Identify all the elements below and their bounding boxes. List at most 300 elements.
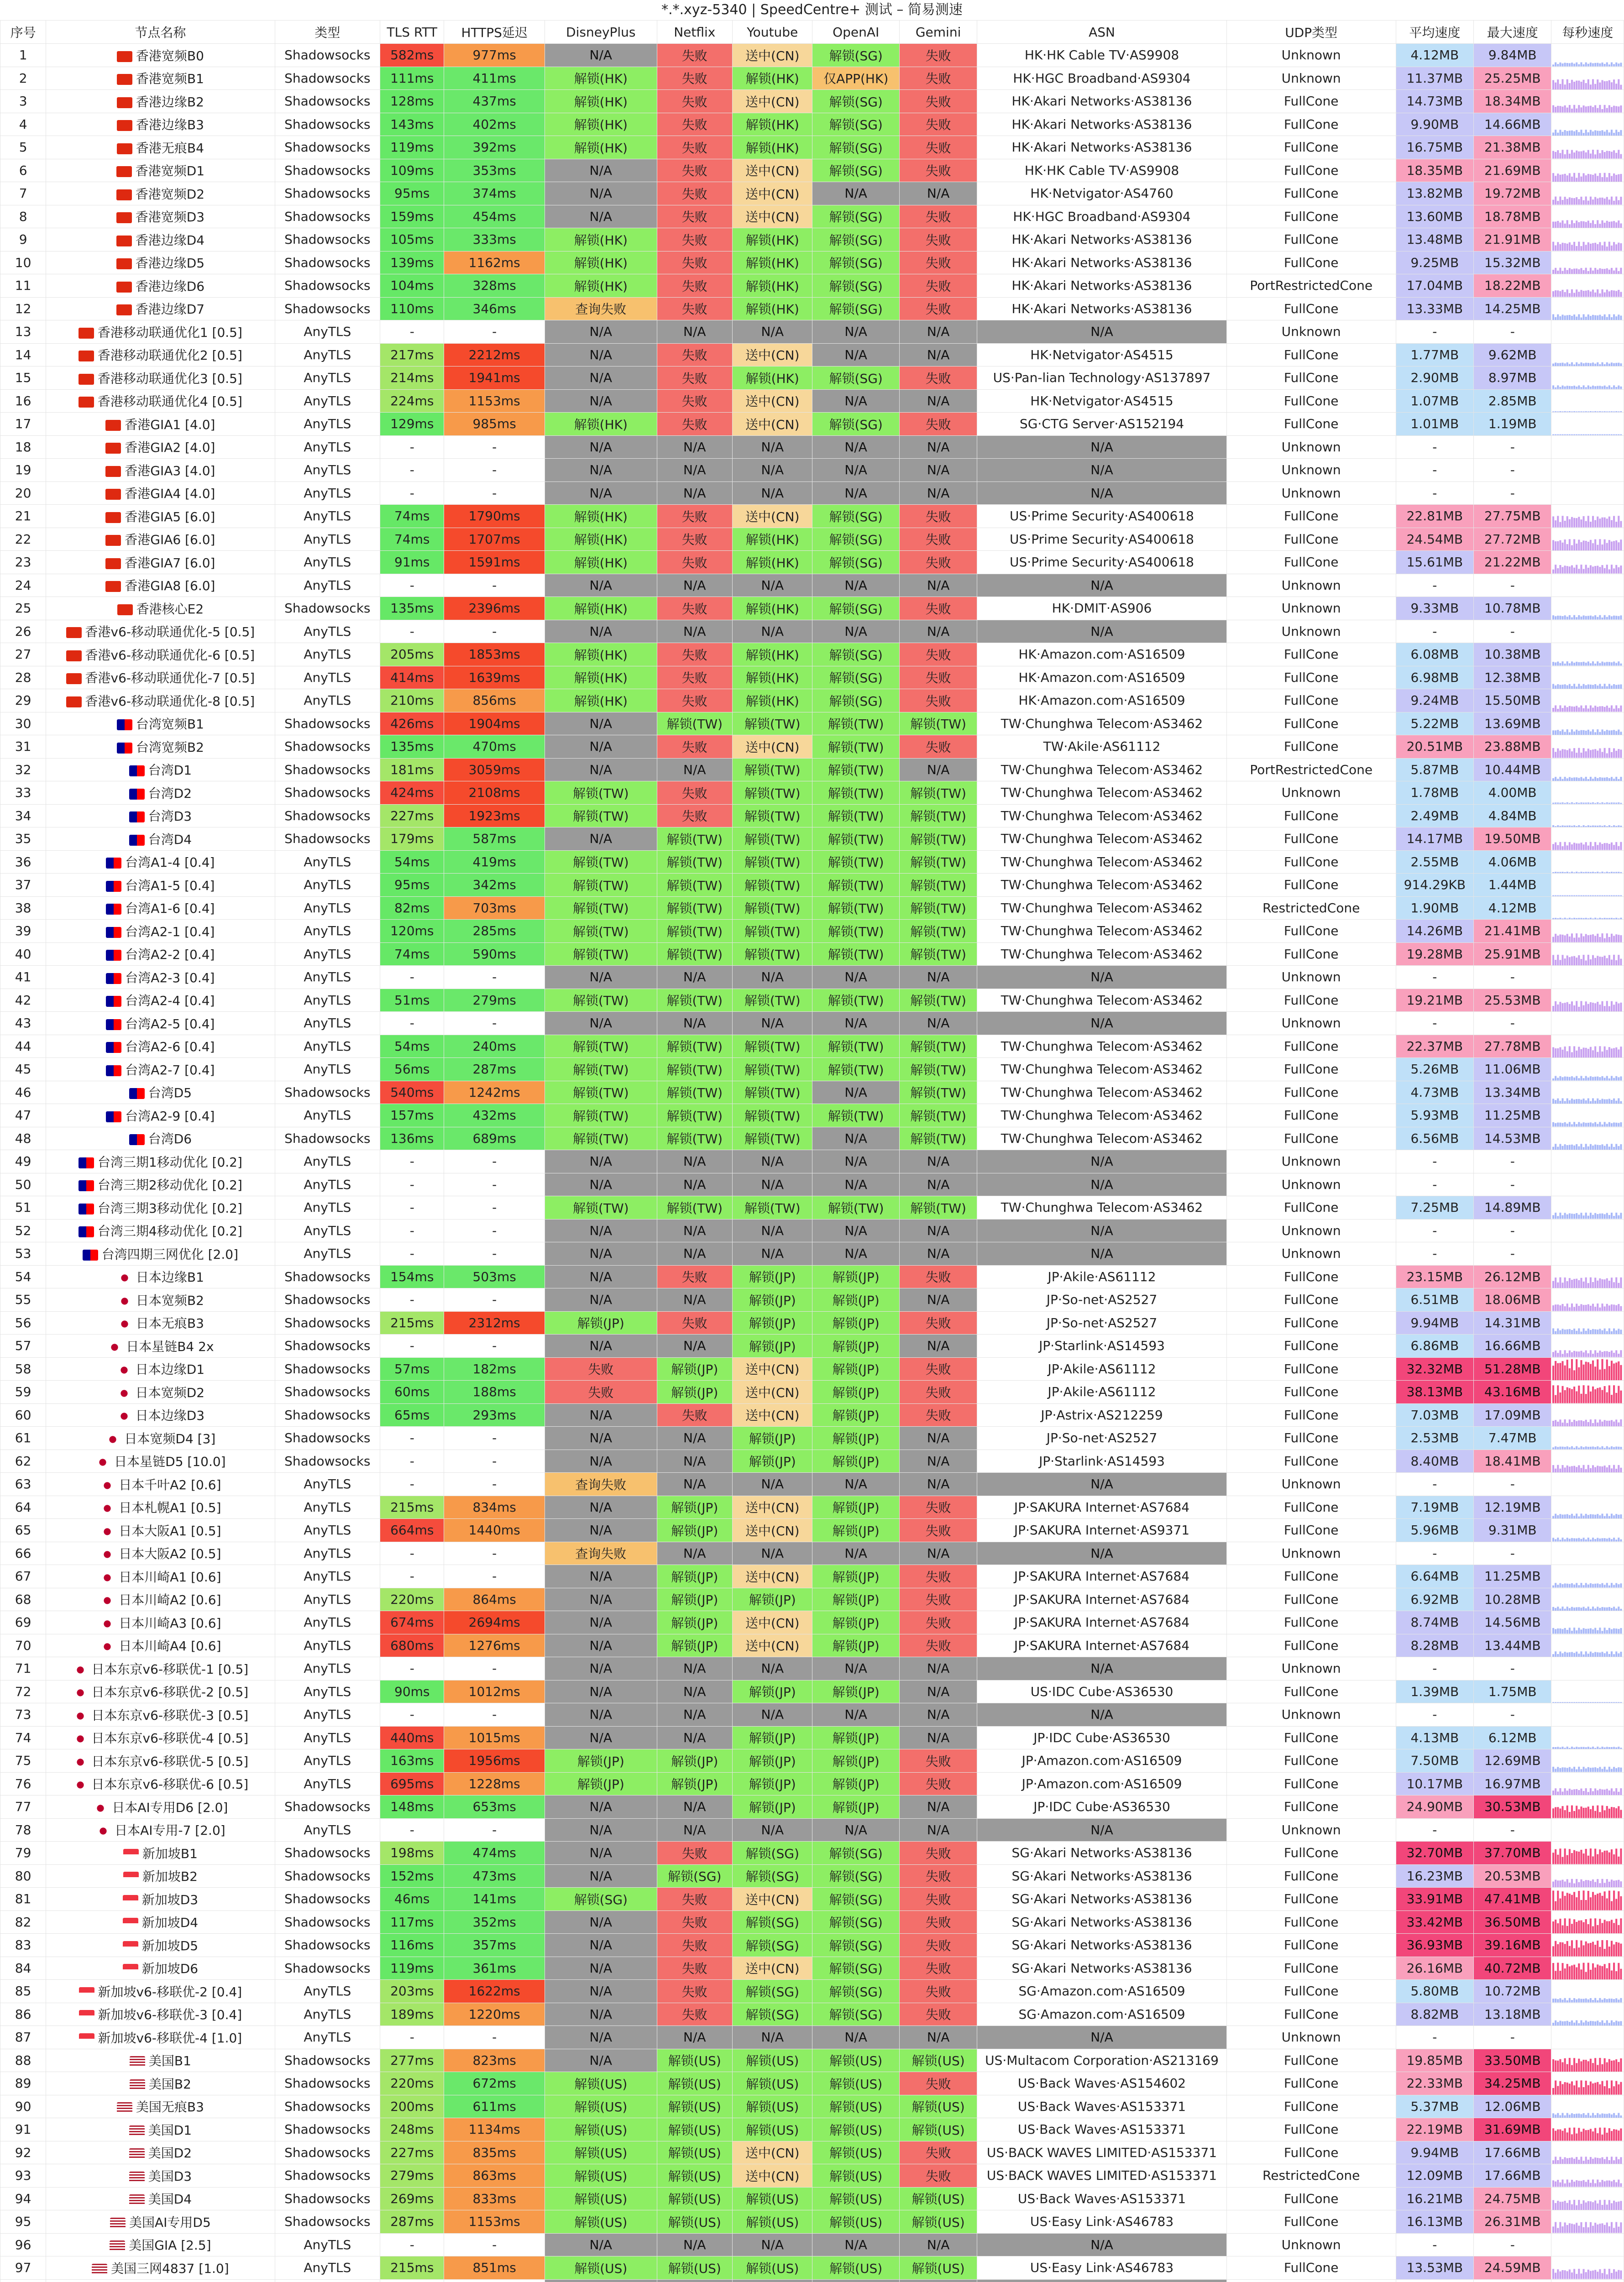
sparkline-bar	[1569, 1608, 1571, 1611]
sparkline-bar	[1557, 1628, 1559, 1633]
sparkline-bar	[1552, 1767, 1554, 1772]
per-second-sparkline	[1551, 2049, 1624, 2072]
avg-speed-cell: 9.94MB	[1396, 1311, 1473, 1335]
sparkline-bar	[1602, 1652, 1603, 1657]
sparkline-bar	[1569, 154, 1571, 159]
table-row[interactable]	[0, 90, 1624, 113]
table-row[interactable]	[0, 528, 1624, 551]
youtube-cell: 解锁(US)	[733, 2072, 812, 2095]
table-row[interactable]	[0, 1104, 1624, 1127]
table-row[interactable]	[0, 2279, 1624, 2282]
per-second-sparkline	[1551, 1403, 1624, 1427]
sparkline-bar	[1581, 1076, 1582, 1080]
sparkline-bar	[1557, 1282, 1559, 1288]
https-latency-cell: 851ms	[444, 2256, 545, 2280]
per-second-sparkline	[1551, 1496, 1624, 1519]
tls-rtt-cell: 215ms	[380, 1311, 444, 1335]
disneyplus-cell: N/A	[545, 1657, 657, 1680]
table-row[interactable]	[0, 689, 1624, 712]
table-row[interactable]	[0, 1196, 1624, 1220]
sparkline-bar	[1552, 803, 1554, 804]
sparkline-bar	[1602, 1303, 1603, 1311]
table-row[interactable]	[0, 1519, 1624, 1542]
sparkline-bar	[1595, 1849, 1597, 1864]
node-type-cell: Shadowsocks	[275, 67, 380, 90]
table-row[interactable]	[0, 1081, 1624, 1104]
table-row[interactable]	[0, 620, 1624, 643]
tls-rtt-cell: 104ms	[380, 274, 444, 298]
column-header[interactable]: OpenAI	[812, 21, 899, 44]
table-row[interactable]	[0, 1427, 1624, 1450]
column-header[interactable]: 节点名称	[46, 21, 275, 44]
sparkline-bar	[1587, 1538, 1589, 1541]
sparkline-bar	[1592, 516, 1594, 527]
table-row[interactable]	[0, 1542, 1624, 1565]
node-type-cell: Shadowsocks	[275, 1842, 380, 1865]
https-latency-cell: 1622ms	[444, 1980, 545, 2003]
sparkline-bar	[1616, 565, 1618, 574]
table-row[interactable]	[0, 1795, 1624, 1819]
sparkline-bar	[1566, 1941, 1568, 1957]
sparkline-bar	[1571, 1303, 1573, 1311]
table-row[interactable]	[0, 2003, 1624, 2026]
sparkline-bar	[1604, 1998, 1606, 2002]
table-row[interactable]	[0, 1565, 1624, 1588]
column-header[interactable]: 类型	[275, 21, 380, 44]
sparkline-bar	[1616, 63, 1618, 67]
sparkline-bar	[1585, 1419, 1587, 1426]
table-row[interactable]	[0, 1634, 1624, 1657]
column-header[interactable]: HTTPS延迟	[444, 21, 545, 44]
sparkline-bar	[1571, 289, 1573, 297]
sparkline-bar	[1608, 2181, 1610, 2187]
gemini-cell: 失败	[899, 1864, 977, 1888]
sparkline-bar	[1608, 730, 1610, 735]
asn-cell: JP·So-net·AS2527	[977, 1288, 1226, 1312]
table-row[interactable]	[0, 2187, 1624, 2210]
openai-cell: N/A	[812, 482, 899, 505]
table-row[interactable]	[0, 1012, 1624, 1035]
sparkline-bar	[1608, 1881, 1610, 1887]
table-row[interactable]	[0, 113, 1624, 136]
table-row[interactable]	[0, 643, 1624, 666]
column-header[interactable]: DisneyPlus	[545, 21, 657, 44]
column-header[interactable]: Gemini	[899, 21, 977, 44]
sparkline-bar	[1614, 1854, 1615, 1864]
avg-speed-cell: 33.42MB	[1396, 1910, 1473, 1934]
table-row[interactable]	[0, 597, 1624, 620]
table-row[interactable]	[0, 366, 1624, 390]
sparkline-bar	[1616, 197, 1618, 205]
sparkline-bar	[1560, 434, 1561, 435]
table-row[interactable]	[0, 1588, 1624, 1611]
node-name-text: 台湾D5	[148, 1085, 192, 1101]
row-index-cell: 58	[0, 1357, 46, 1381]
sparkline-bar	[1564, 1918, 1566, 1933]
table-row[interactable]	[0, 1265, 1624, 1288]
sparkline-bar	[1616, 663, 1618, 665]
row-index-cell: 63	[0, 1473, 46, 1496]
sparkline-bar	[1587, 201, 1589, 205]
table-row[interactable]	[0, 1473, 1624, 1496]
node-type-cell: AnyTLS	[275, 1519, 380, 1542]
sparkline-bar	[1620, 315, 1622, 320]
sparkline-bar	[1566, 2020, 1568, 2026]
table-row[interactable]	[0, 896, 1624, 920]
avg-speed-cell: -	[1396, 1703, 1473, 1727]
table-row[interactable]	[0, 1219, 1624, 1242]
table-row[interactable]	[0, 2164, 1624, 2188]
table-row[interactable]	[0, 1910, 1624, 1934]
node-type-cell: AnyTLS	[275, 1196, 380, 1220]
sparkline-bar	[1618, 174, 1620, 182]
column-header[interactable]: Netflix	[657, 21, 732, 44]
sparkline-bar	[1608, 872, 1610, 873]
column-header[interactable]: TLS RTT	[380, 21, 444, 44]
table-row[interactable]	[0, 320, 1624, 344]
table-row[interactable]	[0, 459, 1624, 482]
table-row[interactable]	[0, 251, 1624, 274]
sparkline-bar	[1620, 387, 1622, 389]
table-row[interactable]	[0, 1381, 1624, 1404]
per-second-sparkline	[1551, 758, 1624, 781]
youtube-cell: 解锁(HK)	[733, 251, 812, 274]
sparkline-bar	[1583, 708, 1585, 712]
disneyplus-cell: N/A	[545, 1864, 657, 1888]
sparkline-bar	[1560, 705, 1561, 712]
sparkline-bar	[1564, 2021, 1566, 2026]
sparkline-bar	[1574, 2085, 1576, 2094]
table-row[interactable]	[0, 1818, 1624, 1842]
sparkline-bar	[1604, 615, 1606, 620]
table-row[interactable]	[0, 1173, 1624, 1196]
table-row[interactable]	[0, 735, 1624, 759]
sparkline-bar	[1590, 130, 1592, 136]
per-second-sparkline	[1551, 1242, 1624, 1266]
table-row[interactable]	[0, 1242, 1624, 1266]
sparkline-bar	[1590, 2115, 1592, 2118]
sparkline-bar	[1592, 2226, 1594, 2233]
sparkline-bar	[1597, 751, 1599, 758]
disneyplus-cell: 解锁(TW)	[545, 920, 657, 943]
table-row[interactable]	[0, 1680, 1624, 1703]
udp-type-cell: FullCone	[1226, 1588, 1396, 1611]
sparkline-bar	[1552, 2200, 1554, 2210]
table-row[interactable]	[0, 44, 1624, 67]
table-row[interactable]	[0, 574, 1624, 597]
avg-speed-cell: 6.64MB	[1396, 1565, 1473, 1588]
openai-cell: 解锁(US)	[812, 2095, 899, 2118]
table-row[interactable]	[0, 874, 1624, 897]
table-row[interactable]	[0, 136, 1624, 159]
sparkline-chart	[1552, 2164, 1623, 2187]
disneyplus-cell: 解锁(TW)	[545, 989, 657, 1012]
table-row[interactable]	[0, 228, 1624, 251]
table-row[interactable]	[0, 758, 1624, 781]
sparkline-bar	[1578, 1146, 1580, 1150]
table-row[interactable]	[0, 2141, 1624, 2164]
table-row[interactable]	[0, 1496, 1624, 1519]
table-row[interactable]	[0, 1934, 1624, 1957]
table-row[interactable]	[0, 1611, 1624, 1634]
table-row[interactable]	[0, 827, 1624, 851]
sparkline-bar	[1602, 1607, 1603, 1611]
table-row[interactable]	[0, 2256, 1624, 2280]
column-header[interactable]: 序号	[0, 21, 46, 44]
openai-cell: 解锁(TW)	[812, 735, 899, 759]
table-row[interactable]	[0, 1058, 1624, 1081]
sparkline-bar	[1618, 2201, 1620, 2210]
node-type-cell: AnyTLS	[275, 1588, 380, 1611]
sparkline-bar	[1571, 1538, 1573, 1542]
sparkline-bar	[1590, 539, 1592, 550]
sparkline-chart	[1552, 1749, 1623, 1772]
sparkline-bar	[1576, 1806, 1578, 1818]
sparkline-bar	[1618, 200, 1620, 205]
asn-cell: N/A	[977, 620, 1226, 643]
per-second-sparkline	[1551, 1726, 1624, 1749]
row-index-cell: 3	[0, 90, 46, 113]
sparkline-bar	[1564, 223, 1566, 228]
max-speed-cell: 15.32MB	[1474, 251, 1551, 274]
table-row[interactable]	[0, 413, 1624, 436]
table-row[interactable]	[0, 666, 1624, 689]
table-row[interactable]	[0, 274, 1624, 298]
openai-cell: N/A	[812, 2026, 899, 2049]
sparkline-bar	[1552, 1122, 1554, 1127]
column-header[interactable]: 平均速度	[1396, 21, 1473, 44]
udp-type-cell: Unknown	[1226, 1242, 1396, 1266]
table-row[interactable]	[0, 1403, 1624, 1427]
table-row[interactable]	[0, 712, 1624, 735]
gemini-cell: 解锁(TW)	[899, 989, 977, 1012]
gemini-cell: 失败	[899, 1496, 977, 1519]
table-row[interactable]	[0, 1957, 1624, 1980]
table-row[interactable]	[0, 2210, 1624, 2234]
openai-cell: 解锁(JP)	[812, 1565, 899, 1588]
youtube-cell: 送中(CN)	[733, 1888, 812, 1911]
table-row[interactable]	[0, 1749, 1624, 1773]
youtube-cell: 解锁(US)	[733, 2256, 812, 2280]
openai-cell: 解锁(SG)	[812, 205, 899, 228]
table-row[interactable]	[0, 1357, 1624, 1381]
sparkline-bar	[1555, 895, 1557, 896]
sparkline-bar	[1618, 386, 1620, 389]
column-header[interactable]: Youtube	[733, 21, 812, 44]
sparkline-bar	[1555, 2182, 1557, 2187]
sparkline-bar	[1581, 565, 1582, 573]
table-row[interactable]	[0, 1288, 1624, 1312]
sparkline-bar	[1611, 1747, 1613, 1749]
max-speed-cell: 10.72MB	[1474, 1980, 1551, 2003]
sparkline-bar	[1614, 1654, 1615, 1657]
sparkline-bar	[1569, 1278, 1571, 1288]
table-row[interactable]	[0, 1450, 1624, 1473]
table-row[interactable]	[0, 2072, 1624, 2095]
avg-speed-cell: 16.21MB	[1396, 2187, 1473, 2210]
table-row[interactable]	[0, 389, 1624, 413]
table-row[interactable]	[0, 67, 1624, 90]
sparkline-bar	[1618, 1361, 1620, 1380]
max-speed-cell: 37.70MB	[1474, 1842, 1551, 1865]
sparkline-bar	[1552, 1890, 1554, 1910]
table-row[interactable]	[0, 205, 1624, 228]
sparkline-bar	[1587, 616, 1589, 619]
sparkline-bar	[1564, 1628, 1566, 1633]
sparkline-bar	[1587, 434, 1589, 435]
netflix-cell: 失败	[657, 781, 732, 805]
table-row[interactable]	[0, 989, 1624, 1012]
sparkline-bar	[1602, 752, 1603, 758]
sparkline-bar	[1614, 568, 1615, 573]
table-row[interactable]	[0, 1035, 1624, 1058]
sparkline-bar	[1566, 1790, 1568, 1795]
node-name-text: 日本川崎A1 [0.6]	[119, 1569, 221, 1585]
table-row[interactable]	[0, 1980, 1624, 2003]
table-row[interactable]	[0, 1335, 1624, 1358]
sparkline-bar	[1555, 934, 1557, 942]
table-row[interactable]	[0, 435, 1624, 459]
table-row[interactable]	[0, 966, 1624, 989]
sparkline-bar	[1576, 1099, 1578, 1104]
table-row[interactable]	[0, 850, 1624, 874]
table-row[interactable]	[0, 1150, 1624, 1173]
openai-cell: 解锁(US)	[812, 2187, 899, 2210]
sparkline-bar	[1604, 1279, 1606, 1288]
table-row[interactable]	[0, 182, 1624, 205]
row-index-cell: 97	[0, 2256, 46, 2280]
sparkline-bar	[1578, 1963, 1580, 1979]
sparkline-bar	[1583, 844, 1585, 850]
netflix-cell: 失败	[657, 1403, 732, 1427]
table-row[interactable]	[0, 2026, 1624, 2049]
column-header[interactable]: ASN	[977, 21, 1226, 44]
column-header[interactable]: 最大速度	[1474, 21, 1551, 44]
sparkline-bar	[1611, 2203, 1613, 2210]
sparkline-bar	[1587, 1353, 1589, 1357]
sparkline-bar	[1611, 1901, 1613, 1910]
table-row[interactable]	[0, 2118, 1624, 2141]
table-row[interactable]	[0, 781, 1624, 805]
table-row[interactable]	[0, 1888, 1624, 1911]
table-row[interactable]	[0, 343, 1624, 366]
sparkline-bar	[1592, 1879, 1594, 1887]
column-header[interactable]: UDP类型	[1226, 21, 1396, 44]
sparkline-bar	[1599, 1214, 1601, 1219]
disneyplus-cell: 解锁(HK)	[545, 67, 657, 90]
openai-cell: 解锁(TW)	[812, 874, 899, 897]
table-row[interactable]	[0, 1127, 1624, 1150]
sparkline-bar	[1566, 1806, 1568, 1818]
sparkline-bar	[1583, 1767, 1585, 1772]
sparkline-bar	[1557, 568, 1559, 574]
sparkline-bar	[1597, 2000, 1599, 2003]
node-type-cell: Shadowsocks	[275, 1795, 380, 1819]
table-row[interactable]	[0, 920, 1624, 943]
sparkline-bar	[1587, 1386, 1589, 1403]
sparkline-bar	[1597, 1964, 1599, 1979]
table-row[interactable]	[0, 1772, 1624, 1795]
tls-rtt-cell: -	[380, 1427, 444, 1450]
table-row[interactable]	[0, 297, 1624, 320]
column-header[interactable]: 每秒速度	[1551, 21, 1624, 44]
sparkline-chart	[1552, 1957, 1623, 1980]
asn-cell: N/A	[977, 574, 1226, 597]
sparkline-bar	[1583, 1890, 1585, 1910]
sparkline-bar	[1599, 105, 1601, 113]
sparkline-chart	[1552, 251, 1623, 274]
sparkline-bar	[1578, 105, 1580, 112]
udp-type-cell: Unknown	[1226, 966, 1396, 989]
sparkline-bar	[1552, 434, 1554, 435]
sparkline-bar	[1597, 956, 1599, 965]
table-row[interactable]	[0, 551, 1624, 574]
node-name-text: 香港GIA3 [4.0]	[125, 463, 215, 478]
udp-type-cell: FullCone	[1226, 90, 1396, 113]
table-row[interactable]	[0, 1726, 1624, 1749]
table-row[interactable]	[0, 2049, 1624, 2072]
sparkline-bar	[1569, 1789, 1571, 1795]
per-second-sparkline	[1551, 2141, 1624, 2164]
sparkline-bar	[1602, 544, 1603, 550]
per-second-sparkline	[1551, 712, 1624, 735]
table-row[interactable]	[0, 2095, 1624, 2118]
sparkline-bar	[1557, 1048, 1559, 1057]
table-row[interactable]	[0, 1703, 1624, 1727]
table-row[interactable]	[0, 1842, 1624, 1865]
sparkline-bar	[1597, 934, 1599, 942]
netflix-cell: 失败	[657, 274, 732, 298]
sparkline-bar	[1576, 2020, 1578, 2026]
flag-icon	[123, 1895, 138, 1906]
sparkline-bar	[1616, 1998, 1618, 2002]
flag-icon	[79, 1157, 94, 1168]
sparkline-bar	[1576, 1583, 1578, 1587]
table-row[interactable]	[0, 2233, 1624, 2256]
table-row[interactable]	[0, 505, 1624, 528]
sparkline-bar	[1564, 1277, 1566, 1288]
sparkline-bar	[1576, 109, 1578, 113]
table-row[interactable]	[0, 482, 1624, 505]
disneyplus-cell: N/A	[545, 1611, 657, 1634]
sparkline-bar	[1576, 753, 1578, 758]
sparkline-bar	[1614, 918, 1615, 919]
flag-icon	[116, 258, 132, 269]
sparkline-bar	[1618, 1891, 1620, 1910]
table-row[interactable]	[0, 1311, 1624, 1335]
sparkline-bar	[1620, 197, 1622, 204]
row-index-cell: 52	[0, 1219, 46, 1242]
table-row[interactable]	[0, 159, 1624, 182]
sparkline-bar	[1599, 1893, 1601, 1910]
table-row[interactable]	[0, 1657, 1624, 1680]
sparkline-bar	[1564, 803, 1566, 804]
sparkline-bar	[1620, 1583, 1622, 1587]
sparkline-bar	[1618, 1386, 1620, 1403]
sparkline-bar	[1595, 825, 1597, 827]
gemini-cell: N/A	[899, 2233, 977, 2256]
sparkline-bar	[1606, 1607, 1608, 1611]
table-row[interactable]	[0, 942, 1624, 966]
table-row[interactable]	[0, 1864, 1624, 1888]
sparkline-bar	[1618, 567, 1620, 574]
table-row[interactable]	[0, 804, 1624, 827]
sparkline-bar	[1557, 918, 1559, 919]
sparkline-bar	[1608, 1305, 1610, 1311]
sparkline-bar	[1597, 1077, 1599, 1081]
gemini-cell: 失败	[899, 528, 977, 551]
sparkline-bar	[1597, 1854, 1599, 1864]
